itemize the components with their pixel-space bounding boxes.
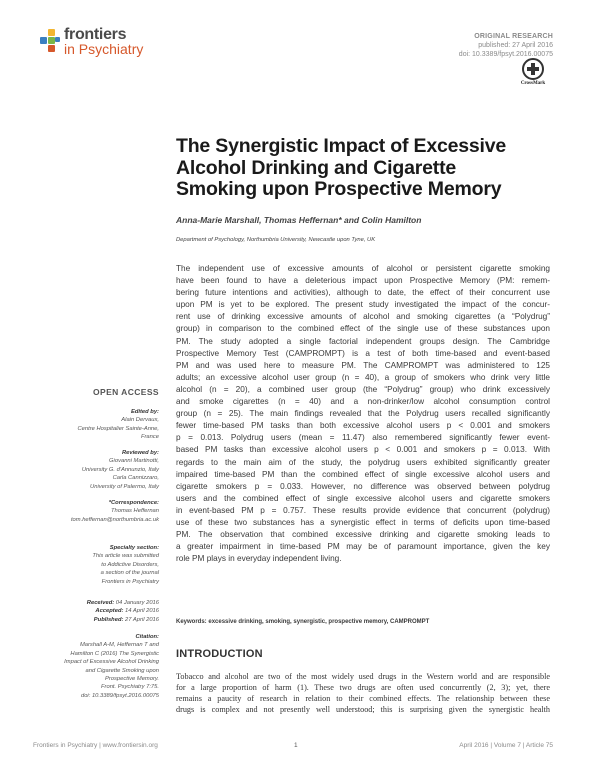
text-line: Tobacco and alcohol are two of the most widely used drugs in the Western world and are responsible [176,672,550,681]
text-line: in event-based PM p = 0.757. These results provide evidence that concurrent (polydrug) [176,505,550,515]
specialty-heading: Specialty section: [109,545,159,551]
open-access-label: OPEN ACCESS [93,387,159,397]
published-date: published: 27 April 2016 [478,42,553,49]
crossmark-badge[interactable] [519,58,547,98]
title-line: Smoking upon Prospective Memory [176,178,502,200]
received-date: 04 January 2016 [115,600,159,606]
frontiers-logo-icon [40,29,62,53]
footer-journal-link[interactable]: Frontiers in Psychiatry | www.frontiersin.org [33,742,158,749]
text-line: impaired time-based PM than the combined effect of single excessive alcohol users and [176,469,550,479]
text-line: drugs is complex and not presently well understood; this is surprising given the synergistic health [176,705,550,714]
crossmark-label: CrossMark [520,81,546,86]
specialty-line: to Addictive Disorders, [101,561,159,568]
accepted-label: Accepted: [95,608,124,615]
citation-line: Front. Psychiatry 7:75. [101,684,159,691]
article-meta [459,32,553,59]
citation-line: Impact of Excessive Alcohol Drinking [64,659,159,666]
text-line: have been found to have a deleterious impact upon Prospective Memory (PM: remem- [176,276,550,286]
text-line: fewer time-based PM tasks than both excessive alcohol users p < 0.001 and smokers [176,421,550,431]
text-line: role PM plays in everyday independent living. [176,554,342,564]
citation-section [19,633,159,700]
citation-line: Hamilton C (2016) The Synergistic [70,650,159,657]
correspondence-section [19,499,159,524]
text-line: regards to the main aim of the study, the polydrug users exhibited significantly greater [176,457,550,467]
text-line: PM and was used here to measure PM. The CAMPROMPT was administered to 125 [176,360,550,370]
reviewer-name: Giovanni Martinotti, [109,458,159,465]
published-label: Published: [93,616,124,623]
journal-logo [40,27,180,57]
page-number: 1 [294,742,298,749]
received-label: Received: [86,600,115,606]
citation-heading: Citation: [135,634,159,640]
author-list: Anna-Marie Marshall, Thomas Heffernan* and Colin Hamilton [176,215,422,225]
text-line: adults; an excessive alcohol user group (n = 40), a group of smokers who drink very little [176,372,550,382]
section-heading-introduction: INTRODUCTION [176,648,263,660]
citation-line: Marshall A-M, Heffernan T and [79,642,159,649]
editor-affiliation: Centre Hospitalier Sainte-Anne, [77,425,159,432]
text-line: a greater impairment in time-based PM may be of paramount importance, given the key [176,542,550,552]
editor-country: France [140,434,159,441]
keywords-text: excessive drinking, smoking, synergistic, prospective memory, CAMPROMPT [208,619,430,625]
title-line: Alcohol Drinking and Cigarette [176,156,457,179]
logo-name: frontiers [64,26,127,43]
text-line: and smoke cigarettes (n = 40) and a non-drinker/low alcohol consumption control [176,397,550,407]
text-line: users and the combined effect of single excessive alcohol users and cigarette smokers [176,493,550,503]
specialty-line: This article was submitted [92,553,159,560]
title-line: The Synergistic Impact of Excessive [176,135,507,157]
text-line: group) in comparison to the combined effect of the single use of these substances upon [176,324,550,334]
edited-by-section [19,408,159,442]
text-line: upon PM is yet to be explored. The present study investigated the impact of the concur- [176,300,550,310]
doi-link[interactable]: doi: 10.3389/fpsyt.2016.00075 [458,51,553,58]
specialty-section [19,544,159,586]
text-line: use of these two substances has a synergistic effect in terms of deficits upon time-based [176,517,550,527]
editor-name: Alain Dervaux, [121,417,159,424]
logo-journal: in Psychiatry [64,41,144,57]
text-line: for a large proportion of harm (1). These two drugs are often used concurrently (2, 3); yet, there [176,683,550,692]
article-type: ORIGINAL RESEARCH [474,33,553,40]
text-line: PM. The study adopted a single factorial independent groups design. The Cambridge [176,336,550,346]
text-line: based PM tasks than excessive alcohol users p < 0.001 and smokers p = 0.013. With [176,445,550,455]
text-line: alcohol (n = 20), a combined user group (the “Polydrug” group) who drink excessively [176,384,550,394]
corresponding-author: Thomas Heffernan [110,508,159,515]
corresponding-email[interactable]: tom.heffernan@northumbria.ac.uk [70,516,159,523]
paper-title [176,136,566,201]
specialty-line: Frontiers in Psychiatry [101,578,159,585]
reviewer-affiliation: University of Palermo, Italy [90,483,159,490]
reviewer-name: Carla Cannizzaro, [112,475,159,482]
reviewed-by-heading: Reviewed by: [121,450,159,456]
citation-line: Prospective Memory. [104,676,159,683]
text-line: remains a paucity of research in relation to their combined effects. The relationship between these [176,694,550,703]
text-line: group (n = 25). The main findings revealed that the Polydrug users recalled significantly [176,409,550,419]
correspondence-heading: *Correspondence: [108,500,159,506]
abstract [176,263,550,565]
edited-by-heading: Edited by: [130,409,159,415]
affiliation: Department of Psychology, Northumbria University, Newcastle upon Tyne, UK [176,237,376,243]
accepted-date: 14 April 2016 [125,608,159,615]
published-date-side: 27 April 2016 [125,616,159,623]
text-line: cigarette smokers p = 0.033. However, no difference was observed between polydrug [176,481,550,491]
text-line: p = 0.013. Polydrug users (mean = 11.47) also remembered significantly fewer event- [176,433,550,443]
crossmark-icon [522,58,544,80]
text-line: bering future intentions and activities), although to date, the effect of their concurrent use [176,288,550,298]
dates-section [19,599,159,624]
citation-doi[interactable]: doi: 10.3389/fpsyt.2016.00075 [80,692,159,699]
reviewed-by-section [19,449,159,491]
footer-issue-info: April 2016 | Volume 7 | Article 75 [459,742,553,749]
citation-line: and Cigarette Smoking upon [85,667,159,674]
text-line: Prospective Memory Test (CAMPROMPT) is a test of both time-based and event-based [176,348,550,358]
text-line: rent use of drinking excessive amounts of alcohol and smoking cigarettes (a “Polydrug” [176,312,550,322]
specialty-line: a section of the journal [100,570,159,577]
keywords-label: Keywords: [176,619,207,625]
reviewer-affiliation: University G. d'Annunzio, Italy [81,466,159,473]
keywords [176,619,429,625]
text-line: The independent use of excessive amounts of alcohol or persistent cigarette smoking [176,264,550,273]
introduction-body [176,671,550,715]
text-line: PM. The observation that combined excessive drinking and cigarette smoking leads to [176,530,550,540]
